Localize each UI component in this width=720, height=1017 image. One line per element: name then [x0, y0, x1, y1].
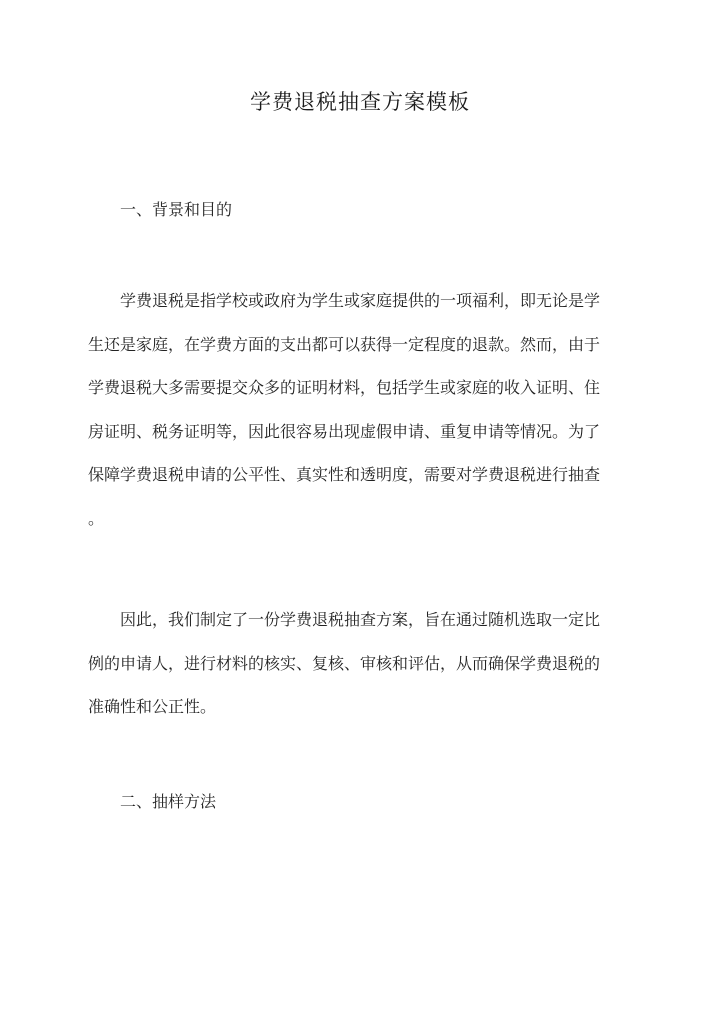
paragraph-line: 保障学费退税申请的公平性、真实性和透明度，需要对学费退税进行抽查: [88, 465, 601, 484]
section-heading-background: 一、背景和目的: [120, 200, 233, 219]
paragraph-line: 学费退税大多需要提交众多的证明材料，包括学生或家庭的收入证明、住: [88, 378, 601, 397]
paragraph-line: 房证明、税务证明等，因此很容易出现虚假申请、重复申请等情况。为了: [88, 421, 601, 441]
paragraph-line: 因此，我们制定了一份学费退税抽查方案，旨在通过随机选取一定比: [120, 610, 601, 629]
paragraph-line: 学费退税是指学校或政府为学生或家庭提供的一项福利，即无论是学: [120, 291, 601, 310]
paragraph-background: [88, 279, 634, 540]
paragraph-purpose: [88, 598, 634, 729]
paragraph-line: 例的申请人，进行材料的核实、复核、审核和评估，从而确保学费退税的: [88, 653, 601, 673]
paragraph-line: 。: [88, 508, 105, 528]
paragraph-line: 准确性和公正性。: [88, 697, 217, 716]
section-heading-sampling: 二、抽样方法: [120, 792, 217, 811]
document-title: 学费退税抽查方案模板: [250, 90, 470, 114]
paragraph-line: 生还是家庭，在学费方面的支出都可以获得一定程度的退款。然而，由于: [88, 334, 601, 354]
